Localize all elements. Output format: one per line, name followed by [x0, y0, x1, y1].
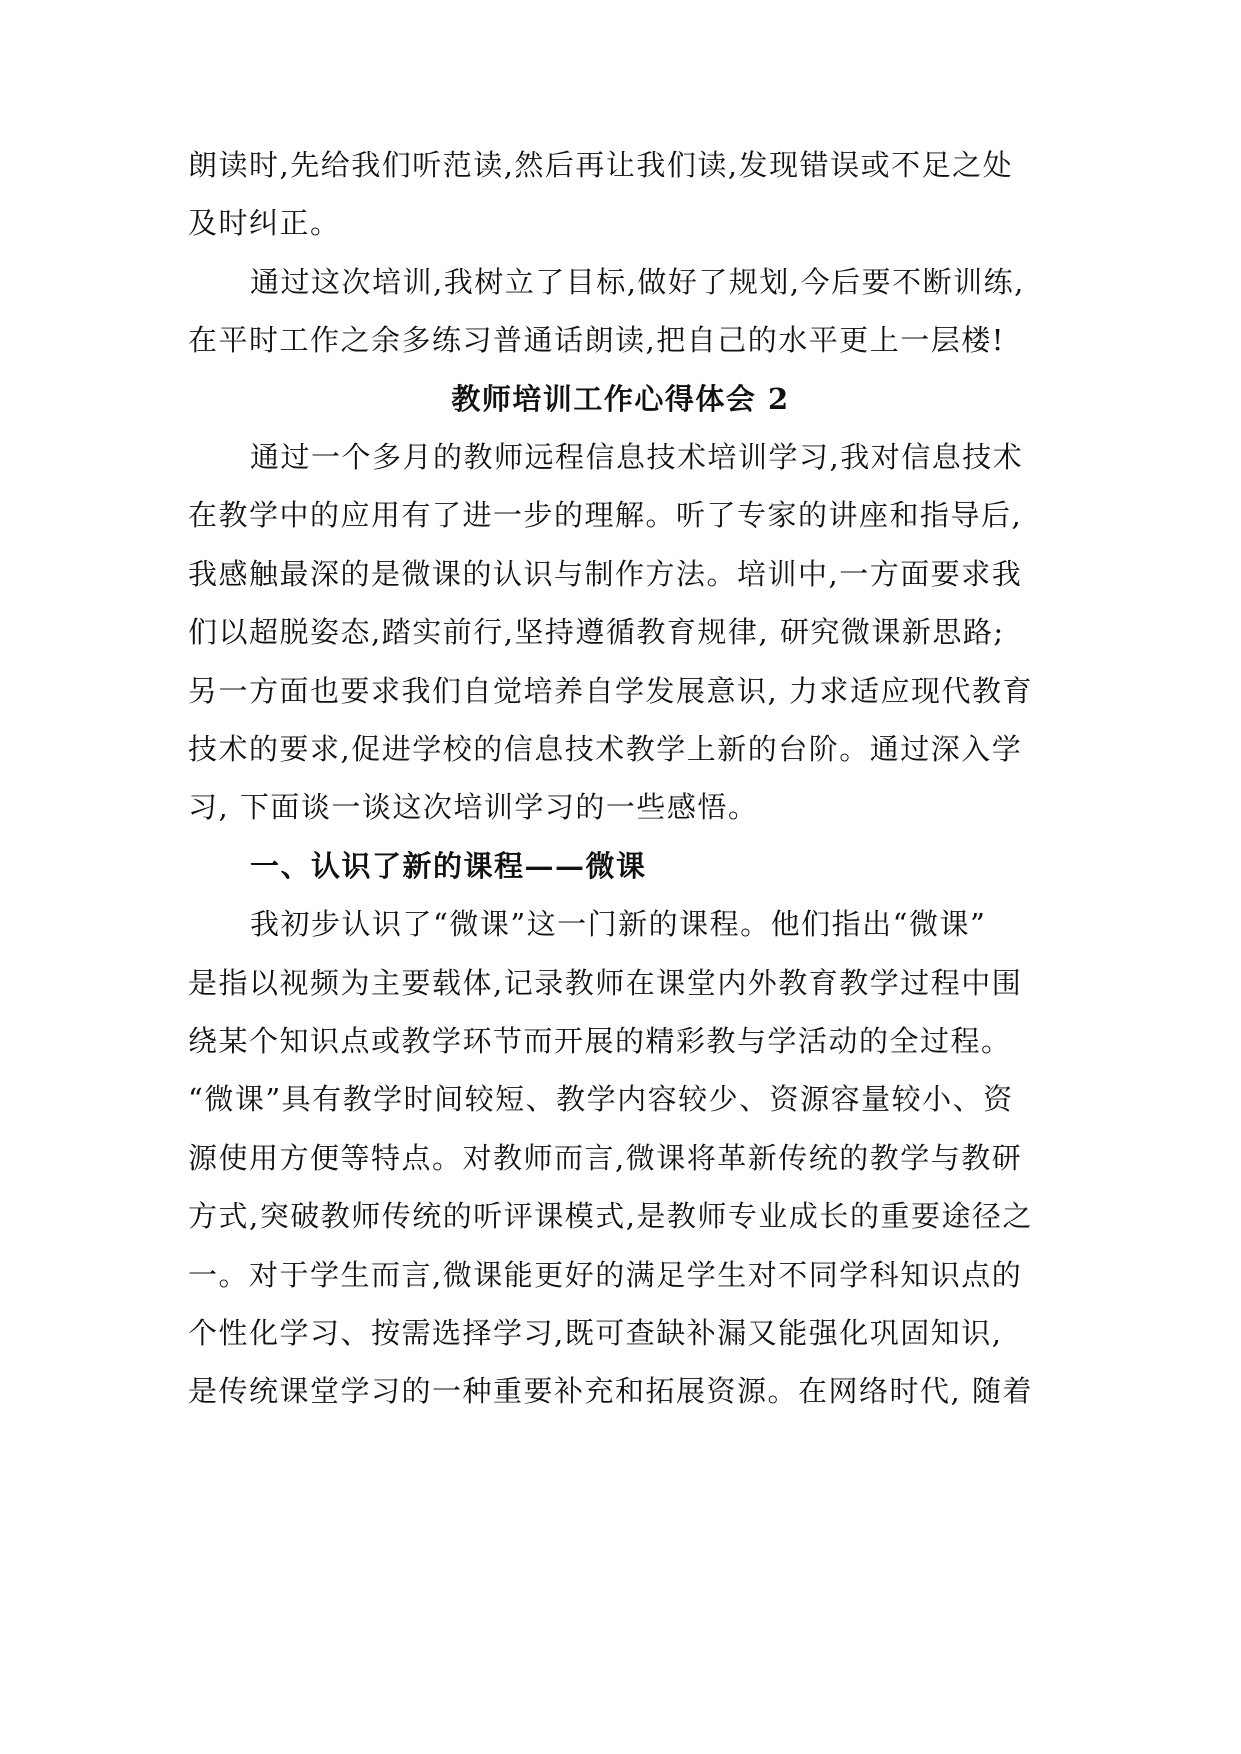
para2-line-9: 是传统课堂学习的一种重要补充和拓展资源。在网络时代, 随着 [188, 1374, 1033, 1408]
para2-line-1: 我初步认识了“微课”这一门新的课程。他们指出“微课” [250, 907, 987, 941]
para2-line-4: “微课”具有教学时间较短、教学内容较少、资源容量较小、资 [188, 1082, 1014, 1116]
para1-line-1: 通过一个多月的教师远程信息技术培训学习,我对信息技术 [250, 440, 1024, 474]
para1-line-5: 另一方面也要求我们自觉培养自学发展意识, 力求适应现代教育 [188, 674, 1033, 708]
intro-line-1: 朗读时,先给我们听范读,然后再让我们读,发现错误或不足之处 [188, 148, 1014, 182]
para2-line-2: 是指以视频为主要载体,记录教师在课堂内外教育教学过程中围 [188, 966, 1023, 1000]
heading-1: 一、认识了新的课程——微课 [250, 849, 647, 883]
para1-line-3: 我感触最深的是微课的认识与制作方法。培训中,一方面要求我 [188, 557, 1023, 591]
para2-line-6: 方式,突破教师传统的听评课模式,是教师专业成长的重要途径之 [188, 1199, 1033, 1233]
para2-line-5: 源使用方便等特点。对教师而言,微课将革新传统的教学与教研 [188, 1141, 1023, 1175]
para1-line-2: 在教学中的应用有了进一步的理解。听了专家的讲座和指导后, [188, 498, 1023, 532]
para1-line-6: 技术的要求,促进学校的信息技术教学上新的台阶。通过深入学 [188, 732, 1023, 766]
para2-line-7: 一。对于学生而言,微课能更好的满足学生对不同学科知识点的 [188, 1258, 1023, 1292]
intro-line-3: 通过这次培训,我树立了目标,做好了规划,今后要不断训练, [250, 265, 1025, 299]
intro-line-2: 及时纠正。 [188, 206, 341, 240]
section-title: 教师培训工作心得体会 2 [451, 382, 790, 416]
intro-line-4: 在平时工作之余多练习普通话朗读,把自己的水平更上一层楼! [188, 323, 1005, 357]
para2-line-3: 绕某个知识点或教学环节而开展的精彩教与学活动的全过程。 [188, 1024, 1012, 1058]
para2-line-8: 个性化学习、按需选择学习,既可查缺补漏又能强化巩固知识, [188, 1316, 1003, 1350]
para1-line-4: 们以超脱姿态,踏实前行,坚持遵循教育规律, 研究微课新思路; [188, 615, 1005, 649]
para1-line-7: 习, 下面谈一谈这次培训学习的一些感悟。 [188, 790, 759, 824]
